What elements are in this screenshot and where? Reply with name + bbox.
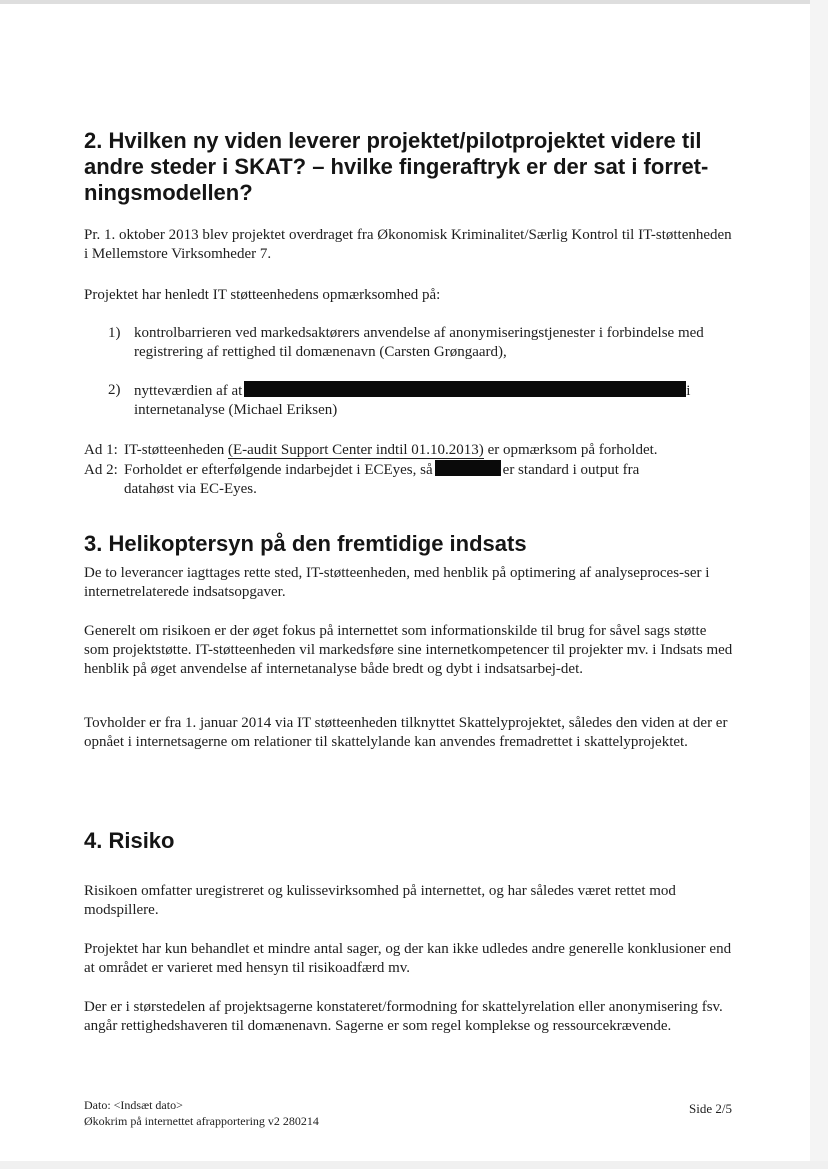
redaction-block [435,460,501,476]
list-item-number: 2) [108,382,121,398]
ad-2-note [84,460,734,499]
list-item-text: kontrolbarrieren ved markedsaktørers anvendelse af anonymiseringstjenester i forbindelse med registrering af rettighed til domænenavn (Carsten Grøngaard), [134,325,704,360]
ad-1-text-after: er opmærksom på forholdet. [483,442,658,458]
section-3-paragraph: Tovholder er fra 1. januar 2014 via IT støtteenheden tilknyttet Skattelyprojektet, således den viden at der er opnået i internetsagerne om relationer til skattelylande kan anvendes fremadrettet i skattelyprojektet. [84,715,728,750]
ad-2-label: Ad 2: [84,462,118,478]
section-3-paragraph: Generelt om risikoen er der øget fokus på internettet som informationskilde til brug for såvel sags støtte som projektstøtte. IT-støtteenheden vil markedsføre sine internetkompetencer til projekter mv. i Indsats med henblik på øget anvendelse af internetanalyse både bredt og dybt i indsatsarbej-det. [84,623,733,677]
list-item-text-line2: internetanalyse (Michael Eriksen) [134,402,338,418]
list-item-text [134,381,736,420]
ad-1-text-before: IT-støtteenheden [124,442,228,458]
section-4-paragraph: Risikoen omfatter uregistreret og kulissevirksomhed på internettet, og har således været rettet mod modspillere. [84,883,676,918]
page-footer [84,1097,319,1129]
ad-2-text-line2: datahøst via EC-Eyes. [124,481,257,497]
section-2-intro: Pr. 1. oktober 2013 blev projektet overdraget fra Økonomisk Kriminalitet/Særlig Kontrol til IT-støttenheden i Mellemstore Virksomheder 7. [84,227,732,262]
section-4-heading: 4. Risiko [84,828,175,853]
footer-date: Dato: <Indsæt dato> [84,1098,183,1112]
list-item-text-before: nytteværdien af at [134,383,243,399]
list-item-number: 1) [108,325,121,341]
section-4-paragraph: Projektet har kun behandlet et mindre antal sager, og der kan ikke udledes andre generelle konklusioner end at området er varieret med hensyn til risikoadfærd mv. [84,941,732,976]
section-2-notice: Projektet har henledt IT støtteenhedens opmærksomhed på: [84,287,441,303]
ad-2-text-after: er standard i output fra [502,462,640,478]
footer-document-name: Økokrim på internettet afrapportering v2 280214 [84,1114,319,1128]
redaction-block [244,381,686,397]
section-2-heading: 2. Hvilken ny viden leverer projektet/pilotprojektet videre til andre steder i SKAT? – hvilke fingeraftryk er der sat i forret-ningsmodellen? [84,128,709,205]
section-4-paragraph: Der er i størstedelen af projektsagerne konstateret/formodning for skattelyrelation eller anonymisering fsv. angår rettighedshaveren til domænenavn. Sagerne er som regel komplekse og ressourcekrævende. [84,999,723,1034]
section-3-paragraph: De to leverancer iagttages rette sted, IT-støtteenheden, med henblik på optimering af analyseproces-ser i internetrelaterede indsatsopgaver. [84,565,710,600]
ad-1-label: Ad 1: [84,442,118,458]
section-3-heading: 3. Helikoptersyn på den fremtidige indsats [84,531,527,556]
ad-1-note [84,441,734,460]
page-number: Side 2/5 [689,1101,732,1116]
list-item-text-after: i [686,383,691,399]
ad-2-text-before: Forholdet er efterfølgende indarbejdet i ECEyes, så [124,462,433,478]
ad-1-text-underlined: (E-audit Support Center indtil 01.10.2013) [228,442,484,458]
